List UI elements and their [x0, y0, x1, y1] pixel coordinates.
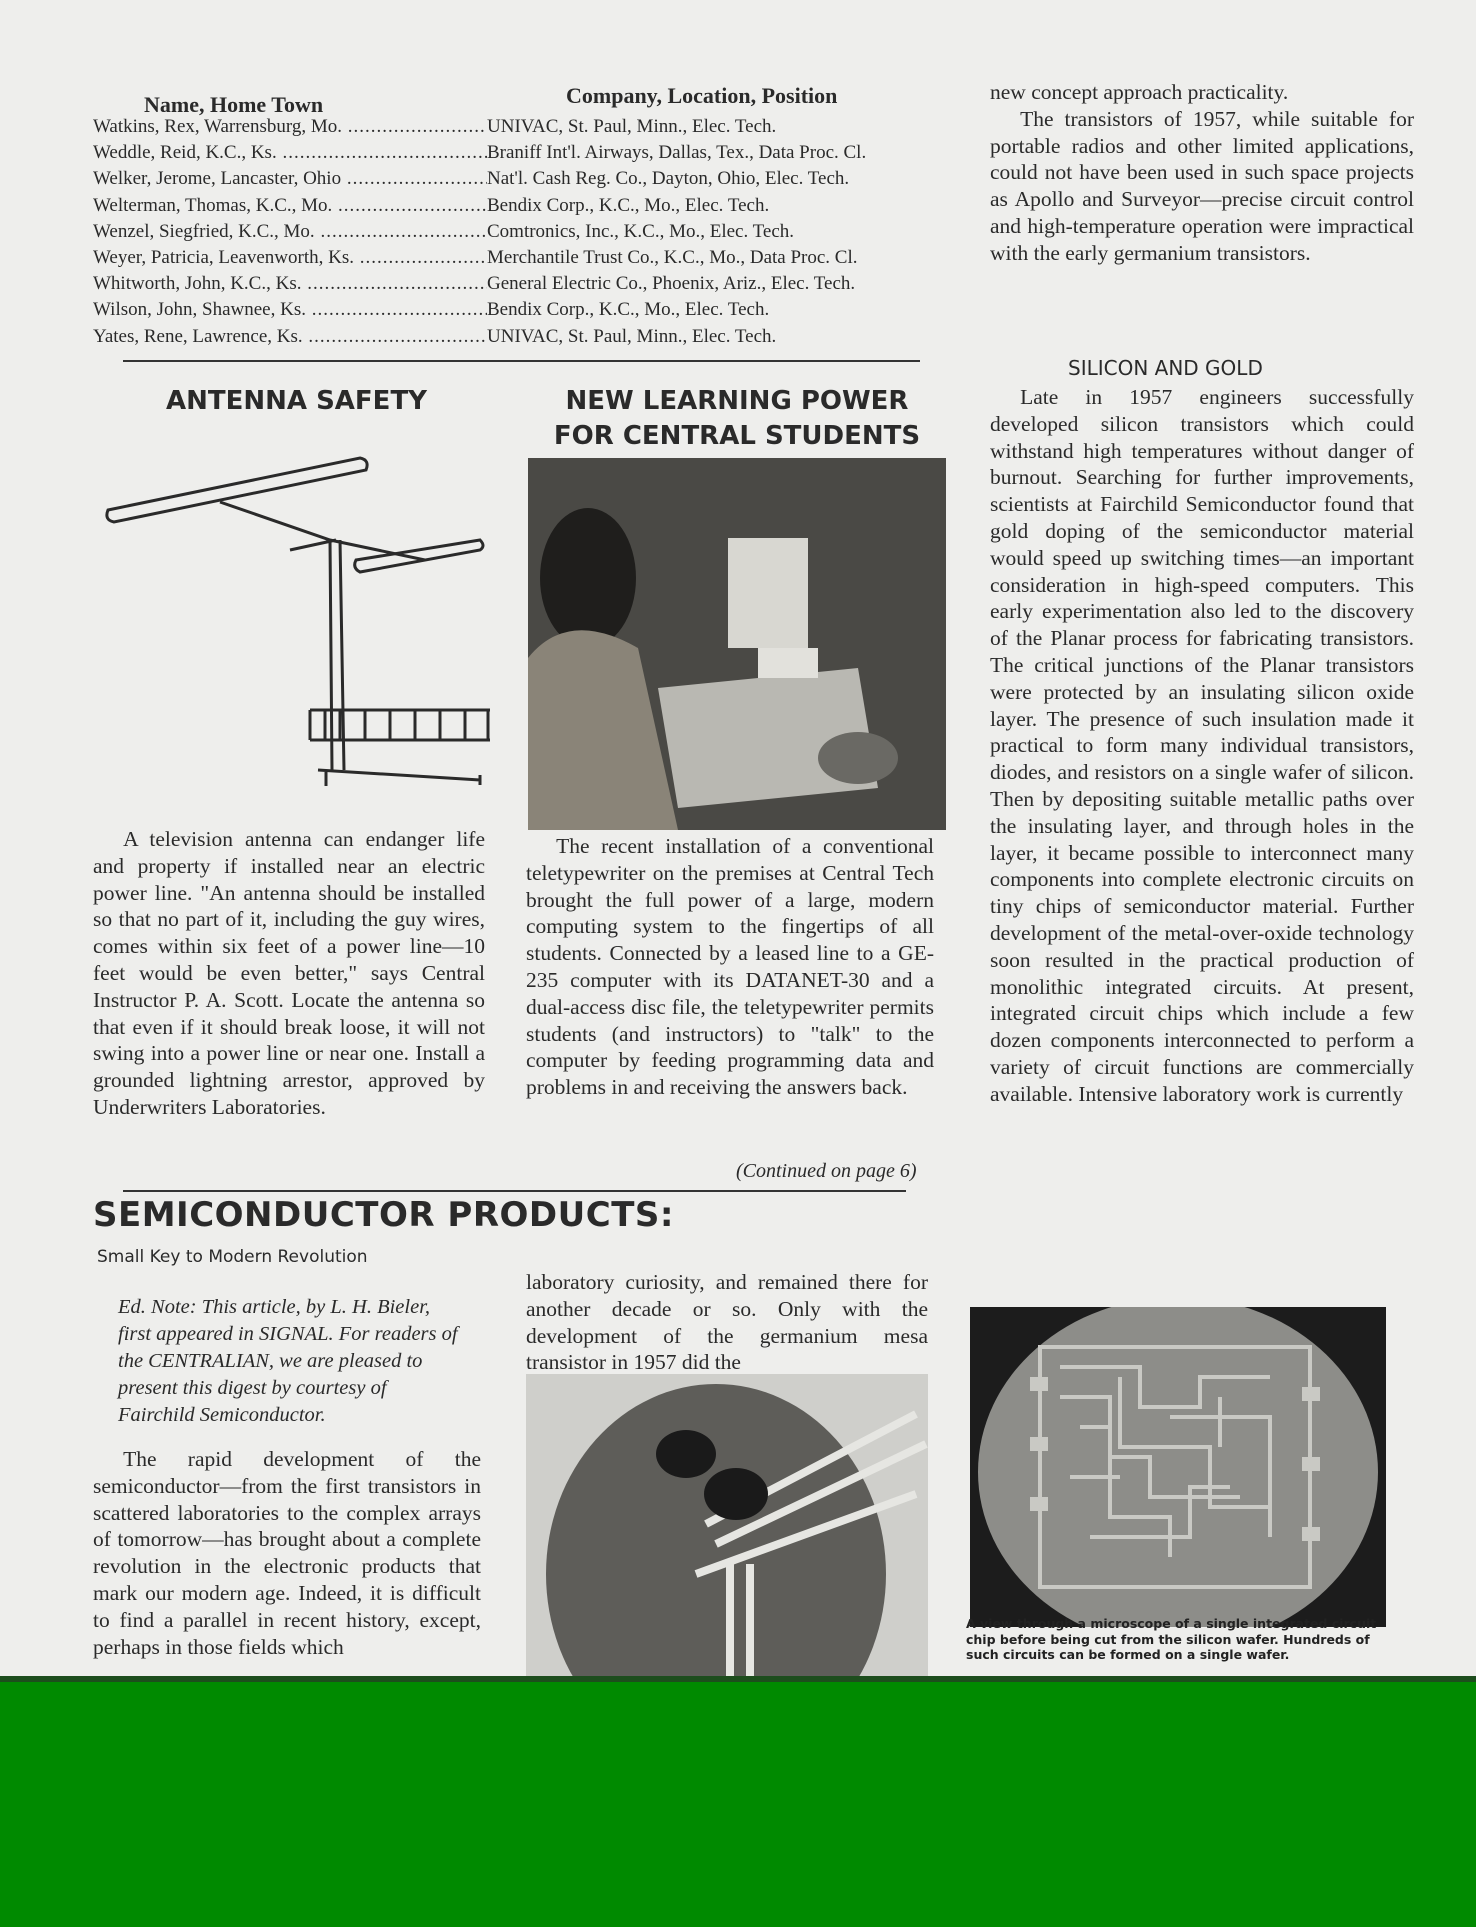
chip-photo-caption: A view through a microscope of a single integrated circuit chip before being cut from the silicon wafer. Hundreds of such circuits can be formed on a single wafer.: [966, 1616, 1377, 1662]
right-column-text-top: new concept approach practicality. The transistors of 1957, while suitable for portable radios and other limited applications, could not have been used in such space projects as Apollo and Surveyor—precise circuit control and high-temperature operation were impractical with the early germanium transistors.: [990, 80, 1414, 265]
antenna-safety-body: A television antenna can endanger life and property if installed near an electric power line. "An antenna should be installed so that no part of it, including the guy wires, comes within six feet of a power line—10 feet would be even better," says Central Instructor P. A. Scott. Locate the antenna so that even if it should break loose, it will not swing into a power line or near one. Install a grounded lightning arrestor, approved by Underwriters Laboratories.: [93, 827, 485, 1119]
student-at-teletype-illustration: [528, 458, 946, 830]
editor-note: Ed. Note: This article, by L. H. Bieler, first appeared in SIGNAL. For readers of the CENTRALIAN, we are pleased to present this digest by courtesy of Fairchild Semiconductor.: [118, 1296, 458, 1426]
integrated-circuit-illustration: [970, 1307, 1386, 1627]
semiconductor-mid-body: laboratory curiosity, and remained there for another decade or so. Only with the development of the germanium mesa transistor in 1957 did the: [526, 1270, 928, 1375]
microscope-chip-photo: [970, 1307, 1386, 1627]
transistor-photo: [526, 1374, 928, 1682]
green-background-band: [0, 1682, 1476, 1927]
table-row: Wilson, John, Shawnee, Ks. ..... Bendix Corp., K.C., Mo., Elec. Tech.: [93, 297, 953, 323]
section-divider: [123, 1190, 906, 1192]
table-row: Weddle, Reid, K.C., Ks. ..... Braniff Int'l. Airways, Dallas, Tex., Data Proc. Cl.: [93, 140, 953, 166]
transistor-illustration: [526, 1374, 928, 1682]
semiconductor-body: The rapid development of the semiconductor—from the first transistors in scattered laboratories to the complex arrays of tomorrow—has brought about a complete revolution in the electronic products that mark our modern age. Indeed, it is difficult to find a parallel in recent history, except, perhaps in those fields which: [93, 1447, 481, 1659]
learning-power-title-line-2: FOR CENTRAL STUDENTS: [553, 421, 921, 451]
table-row: Welker, Jerome, Lancaster, Ohio ..... Nat'l. Cash Reg. Co., Dayton, Ohio, Elec. Tech.: [93, 166, 953, 192]
graduate-table: [93, 114, 953, 350]
name-column-header: Name, Home Town: [144, 92, 324, 117]
table-row: Whitworth, John, K.C., Ks. ..... General Electric Co., Phoenix, Ariz., Elec. Tech.: [93, 271, 953, 297]
table-row: Welterman, Thomas, K.C., Mo. ..... Bendix Corp., K.C., Mo., Elec. Tech.: [93, 193, 953, 219]
teletypewriter-photo: [528, 458, 946, 830]
company-column-header: Company, Location, Position: [566, 83, 838, 108]
semiconductor-subtitle: Small Key to Modern Revolution: [97, 1247, 368, 1267]
continued-note: (Continued on page 6): [736, 1160, 917, 1182]
learning-power-title: [552, 384, 922, 454]
table-row: Weyer, Patricia, Leavenworth, Ks. ..... Merchantile Trust Co., K.C., Mo., Data Proc. Cl.: [93, 245, 953, 271]
table-row: Watkins, Rex, Warrensburg, Mo. ..... UNIVAC, St. Paul, Minn., Elec. Tech.: [93, 114, 953, 140]
semiconductor-title: SEMICONDUCTOR PRODUCTS:: [93, 1195, 674, 1235]
antenna-illustration: [100, 450, 492, 800]
silicon-and-gold-heading: SILICON AND GOLD: [1068, 356, 1263, 380]
table-row: Wenzel, Siegfried, K.C., Mo. ..... Comtronics, Inc., K.C., Mo., Elec. Tech.: [93, 219, 953, 245]
right-column-text-main: Late in 1957 engineers successfully developed silicon transistors which could withstand high temperatures without danger of burnout. Searching for further improvements, scientists at Fairchild Semiconductor found that gold doping of the semiconductor material would speed up switching times—an important consideration in high-speed computers. This early experimentation also led to the discovery of the Planar process for fabricating transistors. The critical junctions of the Planar transistors were protected by an insulating silicon oxide layer. The presence of such insulation made it practical to form many individual transistors, diodes, and resistors on a single wafer of silicon. Then by depositing suitable metallic paths over the insulating layer, and through holes in the layer, it became possible to interconnect many components into complete electronic circuits on tiny chips of semiconductor material. Further development of the metal-over-oxide technology soon resulted in the practical production of monolithic integrated circuits. At present, integrated circuit chips which include a few dozen components interconnected to perform a variety of circuit functions are commercially available. Intensive laboratory work is currently: [990, 385, 1414, 1106]
learning-power-body: The recent installation of a conventional teletypewriter on the premises at Central Tech brought the full power of a large, modern computing system to the fingertips of all students. Connected by a leased line to a GE-235 computer with its DATANET-30 and a dual-access disc file, the teletypewriter permits students (and instructors) to "talk" to the computer by feeding programming data and problems in and receiving the answers back.: [526, 834, 934, 1100]
table-row: Yates, Rene, Lawrence, Ks. ..... UNIVAC, St. Paul, Minn., Elec. Tech.: [93, 324, 953, 350]
antenna-safety-title: ANTENNA SAFETY: [166, 386, 428, 416]
learning-power-title-line-1: NEW LEARNING POWER: [565, 386, 909, 416]
table-divider: [123, 360, 920, 362]
